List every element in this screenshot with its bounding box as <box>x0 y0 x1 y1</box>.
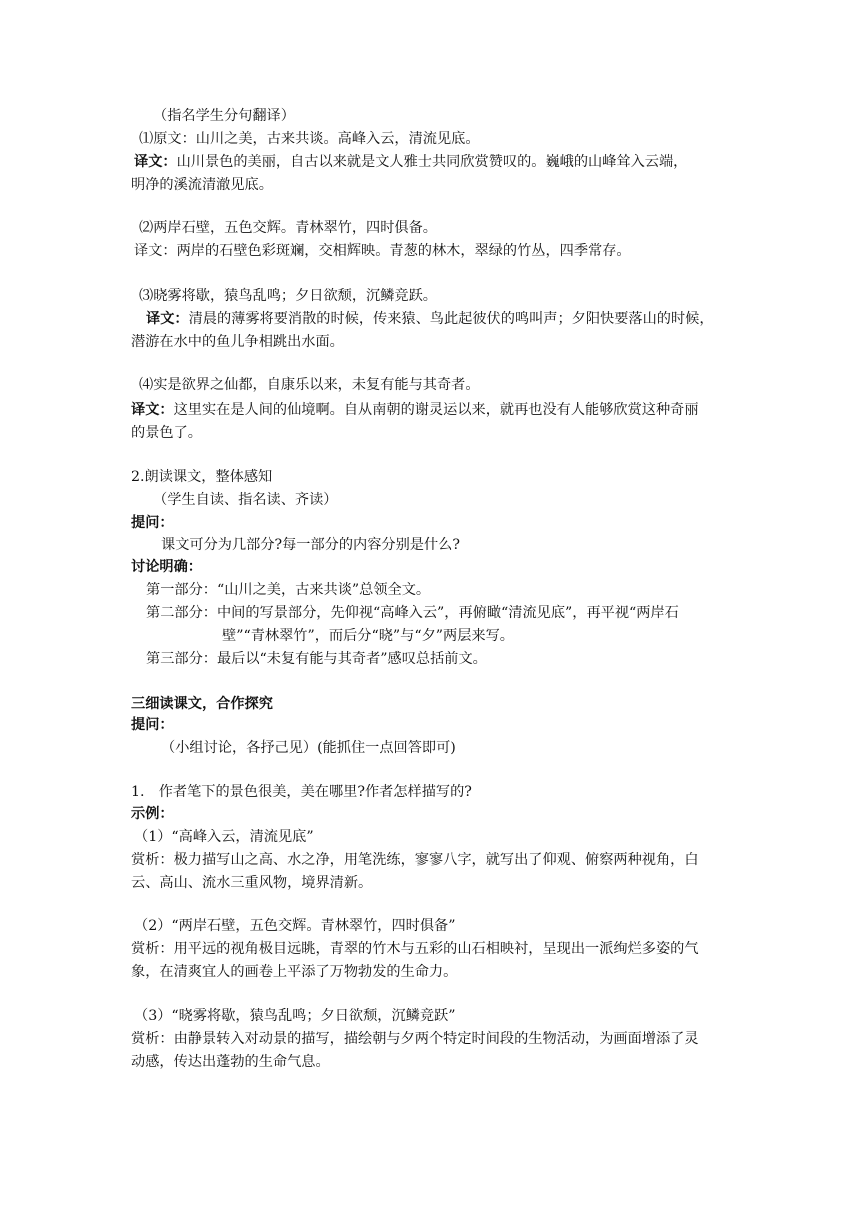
example-2-quote: （2）“两岸石壁，五色交辉。青林翠竹，四时俱备” <box>134 918 456 934</box>
translation-label: 译文： <box>134 243 177 259</box>
part-2-line2: 壁”“青林翠竹”，而后分“晓”与“夕”两层来写。 <box>222 628 514 644</box>
translation-4-original: ⑷实是欲界之仙都，自康乐以来，未复有能与其奇者。 <box>139 377 480 393</box>
section2-note: （学生自读、指名读、齐读） <box>153 492 338 508</box>
question-1: 1. 作者笔下的景色很美，美在哪里?作者怎样描写的? <box>131 784 472 800</box>
translation-3 <box>146 309 714 329</box>
translation-3-line2: 潜游在水中的鱼儿争相跳出水面。 <box>131 334 344 350</box>
translation-4 <box>131 400 699 420</box>
intro-note: （指名学生分句翻译） <box>153 108 295 124</box>
translation-3-line1: 清晨的薄雾将要消散的时候，传来猿、鸟此起彼伏的鸣叫声；夕阳快要落山的时候， <box>188 311 714 327</box>
section3-heading: 三细读课文，合作探究 <box>131 696 273 712</box>
section2-question: 课文可分为几部分?每一部分的内容分别是什么? <box>161 537 460 553</box>
example-2-line2: 象，在清爽宜人的画卷上平添了万物勃发的生命力。 <box>131 964 458 980</box>
discussion-label: 讨论明确： <box>131 559 202 575</box>
translation-2-line1: 两岸的石壁色彩斑斓，交相辉映。青葱的林木，翠绿的竹丛，四季常存。 <box>176 243 631 259</box>
example-3-quote: （3）“晓雾将歇，猿鸟乱鸣；夕日欲颓，沉鳞竞跃” <box>134 1008 456 1024</box>
part-2-text: 中间的写景部分，先仰视“高峰入云”，再俯瞰“清流见底”，再平视“两岸石 <box>216 605 679 621</box>
translation-1-line1: 山川景色的美丽，自古以来就是文人雅士共同欣赏赞叹的。巍峨的山峰耸入云端， <box>176 154 688 170</box>
translation-2-original: ⑵两岸石壁，五色交辉。青林翠竹，四时俱备。 <box>139 220 437 236</box>
part-1-text: “山川之美，古来共谈”总领全文。 <box>216 582 431 598</box>
example-1-line2: 云、高山、流水三重风物，境界清新。 <box>131 875 373 891</box>
translation-4-line1: 这里实在是人间的仙境啊。自从南朝的谢灵运以来，就再也没有人能够欣赏这种奇丽 <box>173 402 699 418</box>
translation-1-original: ⑴原文：山川之美，古来共谈。高峰入云，清流见底。 <box>139 131 480 147</box>
example-label: 示例： <box>131 806 174 822</box>
part-3-text: 最后以“未复有能与其奇者”感叹总括前文。 <box>216 651 487 667</box>
part-label: 第三部分： <box>146 651 217 667</box>
section3-question-label: 提问： <box>131 717 174 733</box>
example-2-line1: 赏析：用平远的视角极目远眺，青翠的竹木与五彩的山石相映衬，呈现出一派绚烂多姿的气 <box>131 941 699 957</box>
example-1-line1: 赏析：极力描写山之高、水之净，用笔洗练，寥寥八字，就写出了仰观、俯察两种视角，白 <box>131 852 699 868</box>
translation-label: 译文： <box>134 154 177 170</box>
translation-2 <box>134 241 631 261</box>
translation-1-line2: 明净的溪流清澈见底。 <box>131 177 273 193</box>
part-label: 第二部分： <box>146 605 217 621</box>
part-label: 第一部分： <box>146 582 217 598</box>
section2-question-label: 提问： <box>131 515 174 531</box>
translation-4-line2: 的景色了。 <box>131 425 202 441</box>
example-3-line1: 赏析：由静景转入对动景的描写，描绘朝与夕两个特定时间段的生物活动，为画面增添了灵 <box>131 1031 699 1047</box>
translation-1 <box>134 152 687 172</box>
example-3-line2: 动感，传达出蓬勃的生命气息。 <box>131 1054 330 1070</box>
example-1-quote: （1）“高峰入云，清流见底” <box>134 829 314 845</box>
section3-note: （小组讨论，各抒己见）(能抓住一点回答即可) <box>161 740 456 756</box>
part-2 <box>146 603 679 623</box>
translation-3-original: ⑶晓雾将歇，猿鸟乱鸣；夕日欲颓，沉鳞竞跃。 <box>139 288 437 304</box>
translation-label: 译文： <box>146 311 189 327</box>
part-3 <box>146 649 487 669</box>
section2-heading: 2.朗读课文，整体感知 <box>131 469 273 485</box>
part-1 <box>146 580 430 600</box>
translation-label: 译文： <box>131 402 174 418</box>
